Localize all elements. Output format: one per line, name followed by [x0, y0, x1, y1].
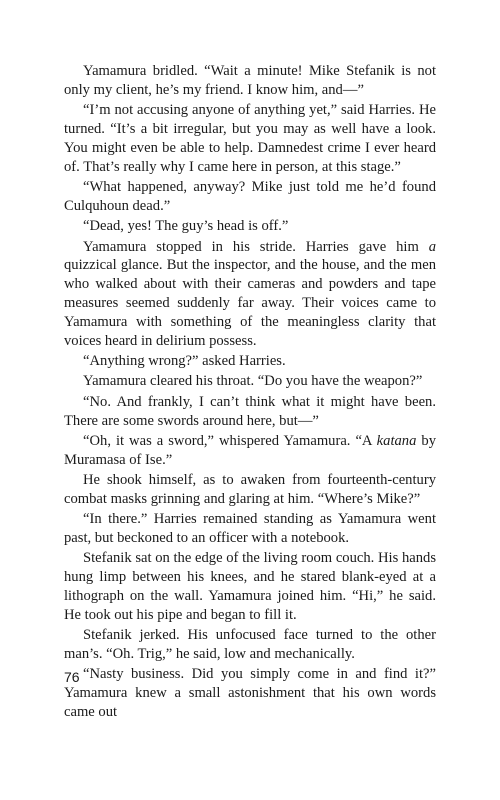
page-body: [64, 62, 436, 723]
paragraph-3: “What happened, anyway? Mike just told me he’d found Culquhoun dead.”: [64, 178, 436, 214]
paragraph-5: Yamamura stopped in his stride. Harries gave him a quizzical glance. But the inspector, and the house, and the men who walked about with their cameras and powders and tape measures seemed suddenly far away. Their voices came to Yamamura with something of the meaningless clarity that voices heard in delirium possess.: [64, 238, 436, 349]
emphasis-katana: katana: [376, 432, 417, 449]
emphasis-a: a: [428, 238, 436, 255]
paragraph-4: “Dead, yes! The guy’s head is off.”: [83, 218, 289, 235]
paragraph-6: “Anything wrong?” asked Harries.: [83, 352, 286, 369]
paragraph-2: “I’m not accusing anyone of anything yet,” said Harries. He turned. “It’s a bit irregular, but you may as well have a look. You might even be able to help. Damnedest crime I ever heard of. That’s really why I came here in person, at this stage.”: [64, 102, 436, 175]
page-number: 76: [64, 669, 80, 685]
paragraph-12: Stefanik sat on the edge of the living room couch. His hands hung limp between his knees, and he stared blank-eyed at a lithograph on the wall. Yamamura joined him. “Hi,” he said. He took out his pipe and began to fill it.: [64, 550, 436, 623]
paragraph-11: “In there.” Harries remained standing as Yamamura went past, but beckoned to an officer with a notebook.: [64, 511, 436, 547]
paragraph-9: “Oh, it was a sword,” whispered Yamamura. “A katana by Muramasa of Ise.”: [64, 432, 436, 468]
paragraph-7: Yamamura cleared his throat. “Do you have the weapon?”: [83, 373, 423, 390]
paragraph-13: Stefanik jerked. His unfocused face turned to the other man’s. “Oh. Trig,” he said, low and mechanically.: [64, 627, 436, 663]
paragraph-10: He shook himself, as to awaken from fourteenth-century combat masks grinning and glaring at him. “Where’s Mike?”: [64, 472, 436, 507]
paragraph-8: “No. And frankly, I can’t think what it might have been. There are some swords around here, but—”: [64, 393, 436, 429]
paragraph-1: Yamamura bridled. “Wait a minute! Mike Stefanik is not only my client, he’s my friend. I know him, and—”: [64, 63, 436, 98]
paragraph-14: “Nasty business. Did you simply come in and find it?” Yamamura knew a small astonishment that his own words came out: [64, 666, 436, 721]
